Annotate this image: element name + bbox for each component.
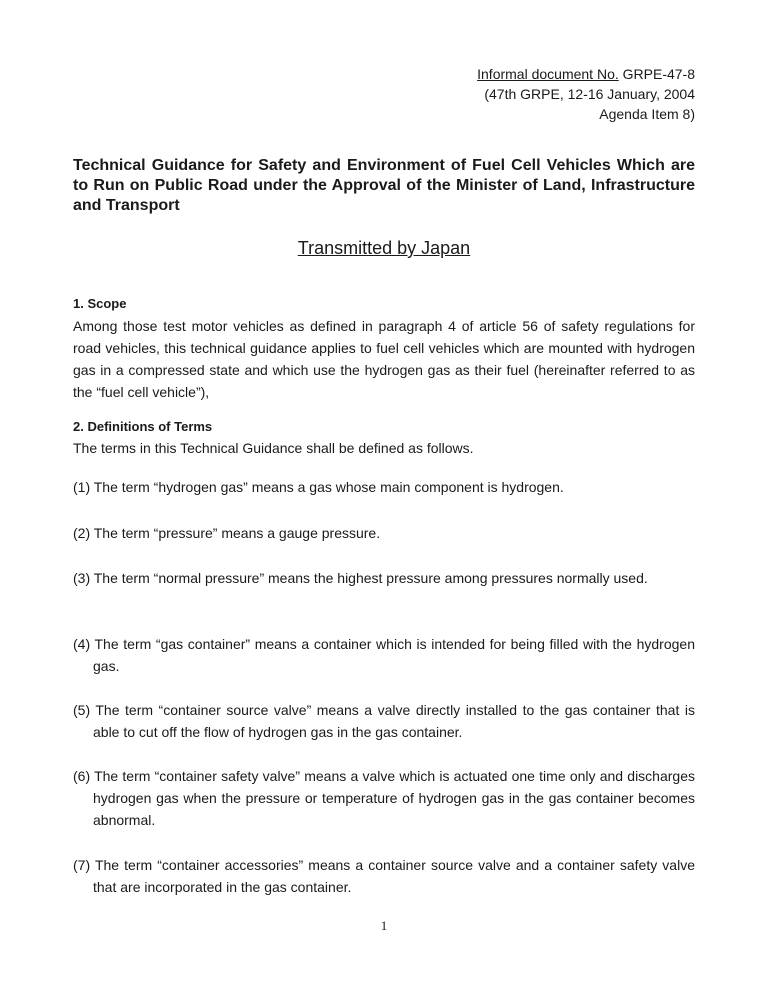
- document-number: GRPE-47-8: [618, 66, 695, 82]
- document-header: [477, 64, 695, 124]
- definition-item: (7) The term “container accessories” means a container source valve and a container safety valve that are incorporated in the gas container.: [73, 857, 695, 895]
- document-number-line: [477, 64, 695, 84]
- agenda-item: Agenda Item 8): [599, 106, 695, 122]
- definition-item: (2) The term “pressure” means a gauge pressure.: [73, 525, 381, 541]
- definition-item: (4) The term “gas container” means a container which is intended for being filled with the hydrogen gas.: [73, 636, 695, 674]
- document-number-label: Informal document No.: [477, 66, 619, 82]
- section-heading-definitions: 2. Definitions of Terms: [73, 419, 213, 434]
- section-heading-scope: 1. Scope: [73, 296, 127, 311]
- session-info: (47th GRPE, 12-16 January, 2004: [484, 86, 695, 102]
- definition-item: (6) The term “container safety valve” means a valve which is actuated one time only and discharges hydrogen gas when the pressure or temperature of hydrogen gas in the gas container becomes abnormal.: [73, 768, 695, 828]
- scope-paragraph: Among those test motor vehicles as defined in paragraph 4 of article 56 of safety regulations for road vehicles, this technical guidance applies to fuel cell vehicles which are mounted with hydrogen gas in a compressed state and which use the hydrogen gas as their fuel (hereinafter referred to as the “fuel cell vehicle”),: [73, 318, 695, 400]
- definitions-intro: The terms in this Technical Guidance shall be defined as follows.: [73, 440, 474, 456]
- document-title: Technical Guidance for Safety and Environment of Fuel Cell Vehicles Which are to Run on Public Road under the Approval of the Minister of Land, Infrastructure and Transport: [73, 157, 695, 214]
- definition-item: (1) The term “hydrogen gas” means a gas whose main component is hydrogen.: [73, 479, 564, 495]
- definition-item: (3) The term “normal pressure” means the highest pressure among pressures normally used.: [73, 570, 648, 586]
- page-number: 1: [380, 918, 388, 933]
- transmitted-by: Transmitted by Japan: [297, 238, 471, 258]
- definition-item: (5) The term “container source valve” means a valve directly installed to the gas container that is able to cut off the flow of hydrogen gas in the gas container.: [73, 702, 695, 740]
